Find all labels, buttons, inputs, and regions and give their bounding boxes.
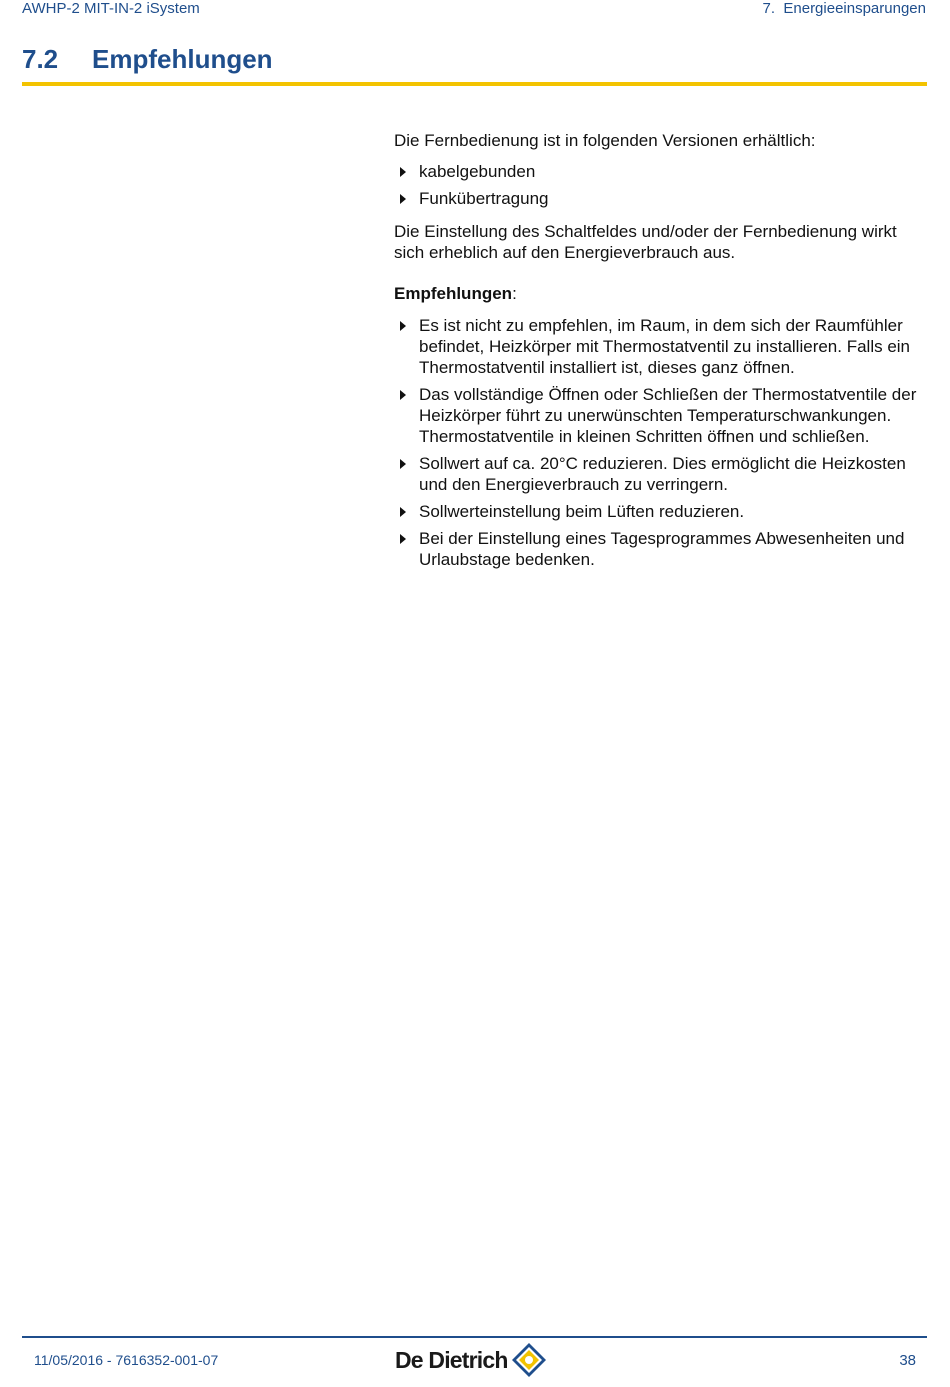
list-item: Sollwert auf ca. 20°C reduzieren. Dies ermöglicht die Heizkosten und den Energieverbrauch zu verringern. xyxy=(394,453,929,495)
section-title: Empfehlungen xyxy=(92,44,273,74)
list-item: Es ist nicht zu empfehlen, im Raum, in dem sich der Raumfühler befindet, Heizkörper mit Thermostatventil zu installieren. Falls ein Thermostatventil installiert ist, dieses ganz öffnen. xyxy=(394,315,929,378)
section-heading xyxy=(22,44,273,75)
bullet-arrow-icon xyxy=(400,194,406,204)
content-body xyxy=(394,130,929,576)
bullet-arrow-icon xyxy=(400,534,406,544)
bullet-arrow-icon xyxy=(400,507,406,517)
list-item: Funkübertragung xyxy=(394,188,929,209)
effect-text: Die Einstellung des Schaltfeldes und/oder der Fernbedienung wirkt sich erheblich auf den Energieverbrauch aus. xyxy=(394,222,897,262)
brand-name: De Dietrich xyxy=(395,1346,508,1373)
list-item: Bei der Einstellung eines Tagesprogrammes Abwesenheiten und Urlaubstage bedenken. xyxy=(394,528,929,570)
section-number: 7.2 xyxy=(22,44,59,74)
running-head-title: AWHP-2 MIT-IN-2 iSystem xyxy=(22,0,200,17)
recommendations-list xyxy=(394,315,929,570)
bullet-arrow-icon xyxy=(400,459,406,469)
intro-text: Die Fernbedienung ist in folgenden Versionen erhältlich: xyxy=(394,131,816,150)
bullet-arrow-icon xyxy=(400,390,406,400)
brand-logo xyxy=(395,1342,547,1378)
footer-rule xyxy=(22,1336,927,1338)
list-item: Das vollständige Öffnen oder Schließen der Thermostatventile der Heizkörper führt zu unerwünschten Temperaturschwankungen. Thermostatventile in kleinen Schritten öffnen und schließen. xyxy=(394,384,929,447)
diamond-logo-icon xyxy=(511,1342,547,1378)
list-item: kabelgebunden xyxy=(394,161,929,182)
footer-date-ref: 11/05/2016 - 7616352-001-07 xyxy=(34,1352,219,1368)
recommendations-heading: Empfehlungen: xyxy=(394,284,517,303)
versions-list xyxy=(394,161,929,209)
list-item: Sollwerteinstellung beim Lüften reduzieren. xyxy=(394,501,929,522)
heading-rule xyxy=(22,82,927,86)
bullet-arrow-icon xyxy=(400,321,406,331)
bullet-arrow-icon xyxy=(400,167,406,177)
running-head-chapter: 7. Energieeinsparungen xyxy=(762,0,926,17)
page-number: 38 xyxy=(899,1352,916,1369)
